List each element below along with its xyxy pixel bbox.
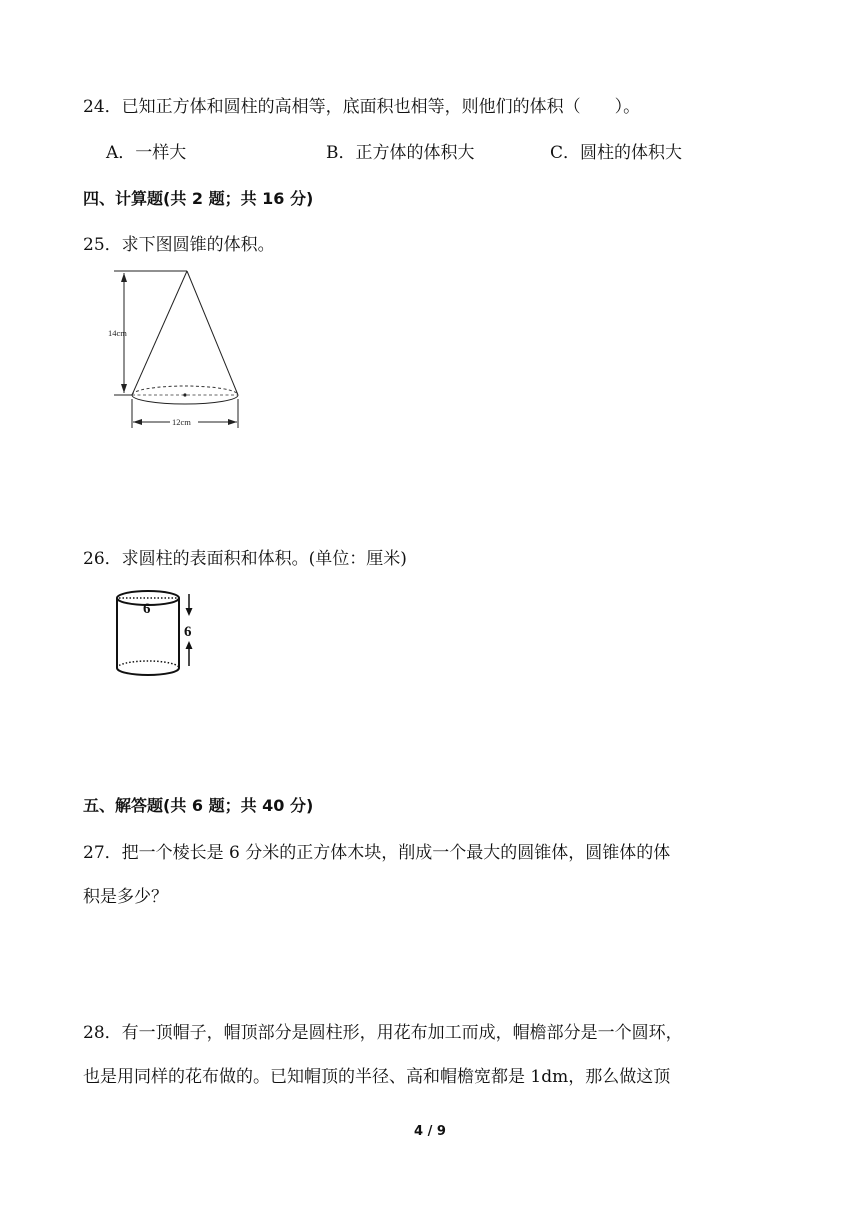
question-27-line-1: 27．把一个棱长是 6 分米的正方体木块，削成一个最大的圆锥体，圆锥体的体 — [83, 843, 671, 863]
cylinder-diameter-label: 6 — [143, 601, 151, 617]
question-28-line-2: 也是用同样的花布做的。已知帽顶的半径、高和帽檐宽都是 1dm，那么做这顶 — [83, 1067, 671, 1087]
question-25: 25．求下图圆锥的体积。 — [83, 235, 275, 255]
q24-option-c: C．圆柱的体积大 — [550, 143, 683, 163]
q24-option-a: A．一样大 — [106, 143, 187, 163]
page-number: 4 / 9 — [414, 1124, 446, 1139]
cone-figure — [100, 262, 260, 432]
question-27-line-2: 积是多少？ — [83, 887, 168, 907]
cylinder-figure — [108, 586, 208, 686]
question-26: 26．求圆柱的表面积和体积。(单位：厘米) — [83, 549, 407, 569]
cylinder-height-label: 6 — [184, 624, 192, 640]
q24-option-b: B．正方体的体积大 — [326, 143, 475, 163]
question-24: 24．已知正方体和圆柱的高相等，底面积也相等，则他们的体积（ ）。 — [83, 97, 641, 117]
section-4-title: 四、计算题(共 2 题；共 16 分) — [83, 189, 314, 208]
cone-height-label: 14cm — [108, 328, 127, 338]
question-28-line-1: 28．有一顶帽子，帽顶部分是圆柱形，用花布加工而成，帽檐部分是一个圆环， — [83, 1023, 683, 1043]
cone-diameter-label: 12cm — [172, 417, 191, 427]
section-5-title: 五、解答题(共 6 题；共 40 分) — [83, 796, 314, 815]
